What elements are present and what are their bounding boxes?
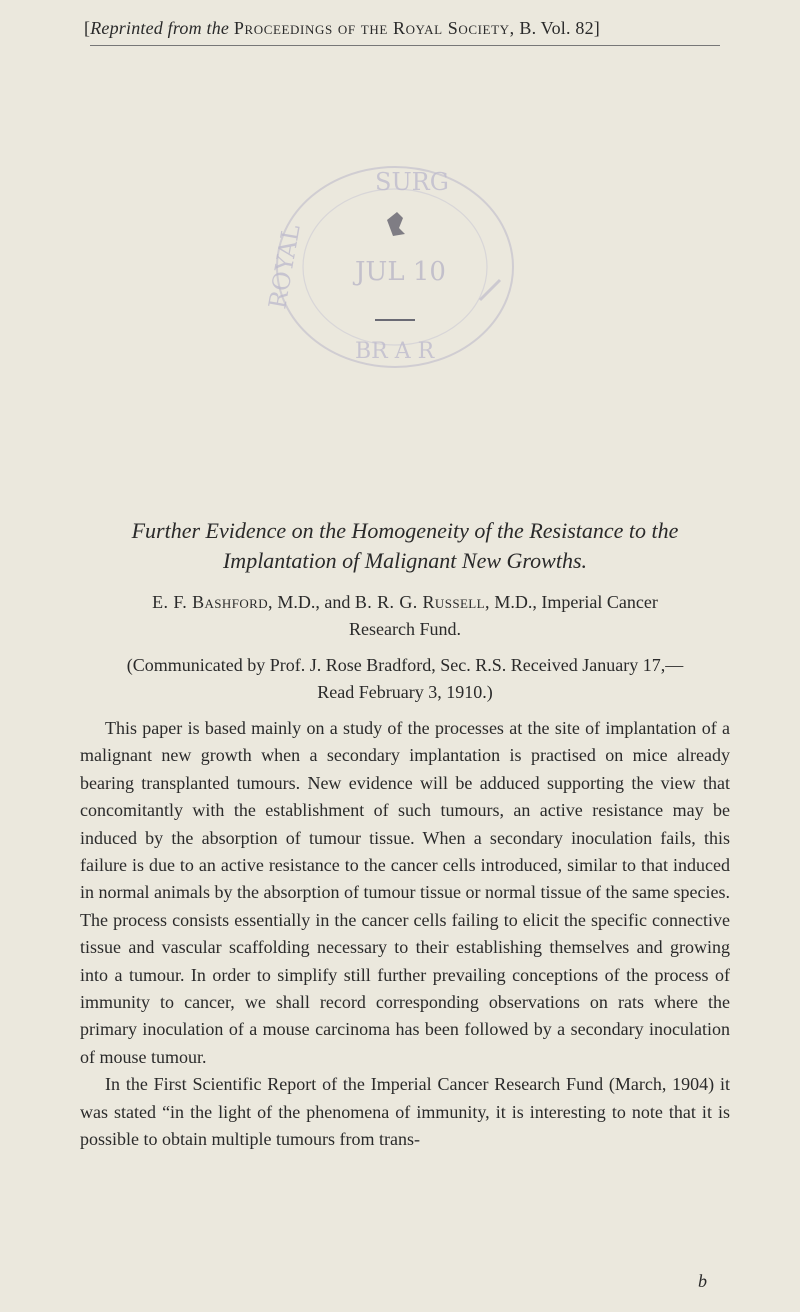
body-paragraph-1: This paper is based mainly on a study of the processes at the site of implantation of a malignant new growth when a secondary implantation is practised on mice already bearing transplanted tumours. New evidence will be adduced supporting the view that concomitantly with the establishment of such tumours, an active resistance may be induced by the absorption of tumour tissue. When a secondary inoculation fails, this failure is due to an active resistance to the cancer cells introduced, similar to that induced in normal animals by the absorption of tumour tissue or normal tissue of the same species. The process consists essentially in the cancer cells failing to elicit the specific connective tissue and vascular scaffolding necessary to their establishing themselves and growing into a tumour. In order to simplify still further prevailing conceptions of the process of immunity to cancer, we shall record corresponding observations on rats where the primary inoculation of a mouse carcinoma has been followed by a secondary inoculation of mouse tumour.	[80, 718, 730, 1067]
article-body	[80, 715, 730, 1154]
author-block	[80, 589, 730, 643]
author-1-name: E. F. Bashford,	[152, 592, 273, 612]
authors-line-2: Research Fund.	[349, 619, 461, 639]
stamp-top-text: SURG	[375, 168, 449, 196]
reprint-header	[84, 18, 724, 39]
author-2-name: B. R. G. Russell,	[354, 592, 490, 612]
title-line-2: Implantation of Malignant New Growths.	[222, 548, 588, 573]
paper-title	[80, 516, 730, 576]
stamp-left-text: ROYAL	[263, 222, 306, 312]
communicated-line-1: (Communicated by Prof. J. Rose Bradford, Sec. R.S. Received January 17,—	[126, 655, 684, 675]
communicated-line-2: Read February 3, 1910.)	[317, 682, 493, 702]
title-line-1: Further Evidence on the Homogeneity of the Resistance to the	[131, 518, 679, 543]
header-close-bracket: ]	[593, 18, 600, 38]
header-open-bracket: [	[84, 18, 91, 38]
header-rule	[90, 45, 720, 46]
library-stamp-icon	[245, 150, 545, 385]
signature-mark: b	[698, 1271, 707, 1291]
journal-name: Proceedings of the Royal Society,	[233, 18, 515, 38]
body-paragraph-2: In the First Scientific Report of the Imperial Cancer Research Fund (March, 1904) it was stated “in the light of the phenomena of immunity, it is interesting to note that it is possible to obtain multiple tumours from trans-	[80, 1074, 730, 1150]
stamp-bottom-text: BR A R	[355, 339, 435, 364]
stamp-center-text: JUL 10	[355, 257, 446, 287]
reprinted-from-label: Reprinted from the	[90, 18, 230, 38]
volume-label: B. Vol. 82	[519, 18, 594, 38]
communicated-note	[80, 652, 730, 706]
authors-line-1	[80, 589, 730, 616]
author-1-degree: M.D., and	[277, 592, 351, 612]
author-2-affiliation: M.D., Imperial Cancer	[494, 592, 658, 612]
